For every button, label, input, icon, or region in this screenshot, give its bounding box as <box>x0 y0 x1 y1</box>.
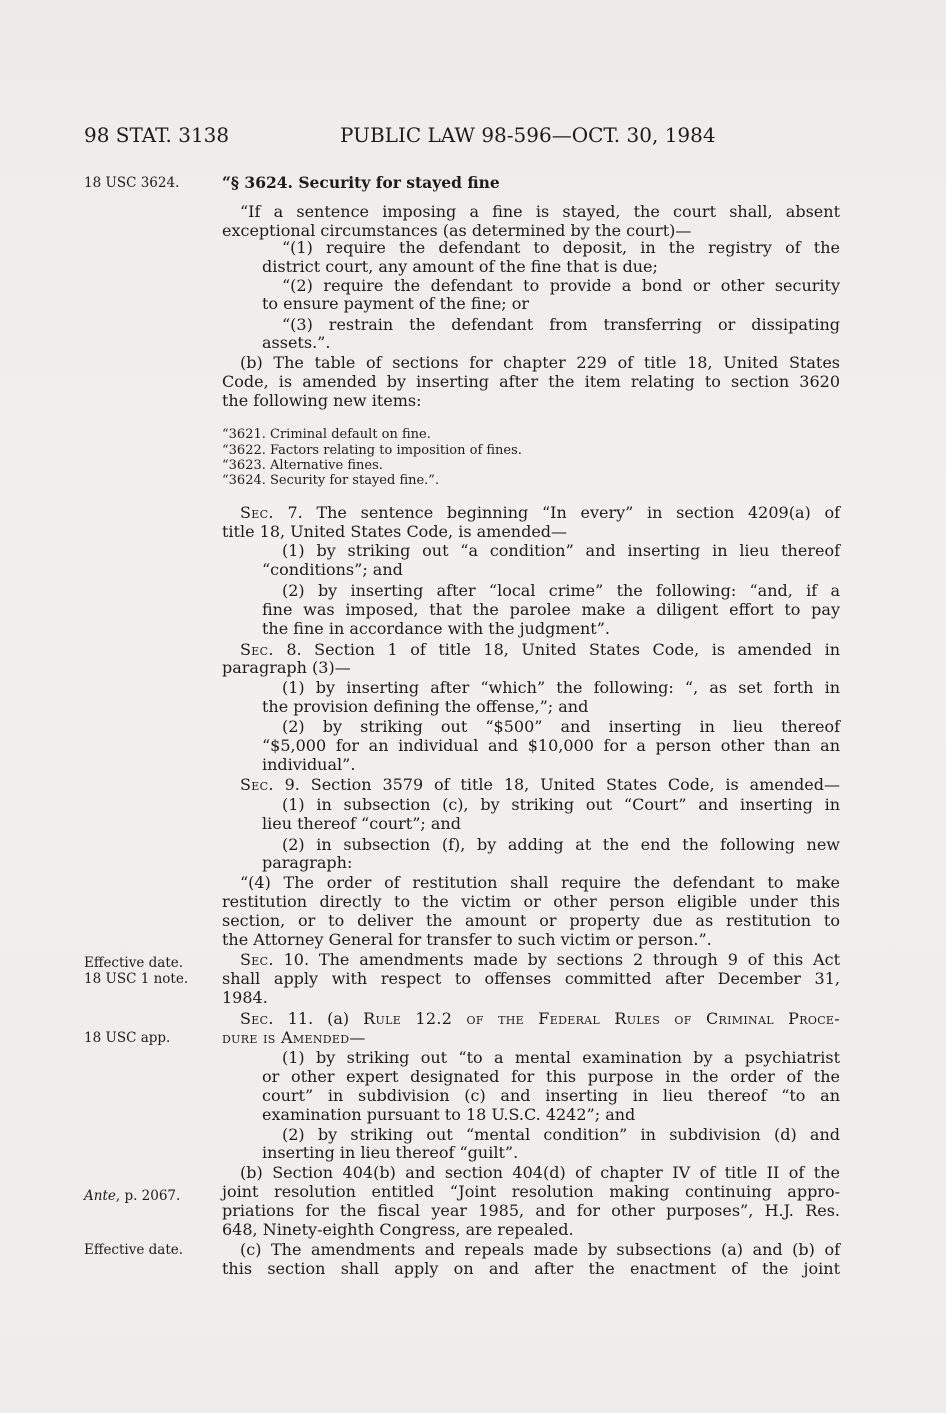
body-line: the provision defining the offense,”; and <box>262 697 589 716</box>
body-line: assets.”. <box>262 333 331 352</box>
rule-heading-small-caps: Rule 12.2 of the Federal Rules of Criminal Proce- <box>363 1009 841 1028</box>
margin-note <box>84 1187 180 1205</box>
body-line: “(4) The order of restitution shall require the defendant to make <box>240 873 840 892</box>
body-line: or other expert designated for this purpose in the order of the <box>262 1067 840 1086</box>
body-line: “(2) require the defendant to provide a bond or other security <box>282 276 840 295</box>
section-label: Sec. <box>240 503 274 522</box>
body-line: (b) The table of sections for chapter 229 of title 18, United States <box>240 353 840 372</box>
margin-note: 18 USC app. <box>84 1030 171 1046</box>
body-line <box>240 640 840 660</box>
body-line-text: 10. The amendments made by sections 2 through 9 of this Act <box>273 950 840 969</box>
body-line: paragraph (3)— <box>222 658 351 677</box>
body-line: court” in subdivision (c) and inserting in lieu thereof “to an <box>262 1086 840 1105</box>
body-line: district court, any amount of the fine that is due; <box>262 257 658 276</box>
body-line: paragraph: <box>262 853 353 872</box>
body-line-text: 11. (a) <box>273 1009 364 1028</box>
section-heading: “§ 3624. Security for stayed fine <box>222 173 500 192</box>
section-label: Sec. <box>240 950 274 969</box>
body-line: priations for the fiscal year 1985, and for other purposes”, H.J. Res. <box>222 1201 840 1220</box>
body-line: Code, is amended by inserting after the item relating to section 3620 <box>222 372 840 391</box>
body-line: “(3) restrain the defendant from transferring or dissipating <box>282 315 840 334</box>
body-line: fine was imposed, that the parolee make a diligent effort to pay <box>262 600 840 619</box>
body-line: “$5,000 for an individual and $10,000 for a person other than an <box>262 736 840 755</box>
body-line: section, or to deliver the amount or property due as restitution to <box>222 911 840 930</box>
body-line: restitution directly to the victim or other person eligible under this <box>222 892 840 911</box>
body-line: 1984. <box>222 988 268 1007</box>
margin-note: Effective date. <box>84 955 184 971</box>
body-line: individual”. <box>262 755 356 774</box>
body-line: inserting in lieu thereof “guilt”. <box>262 1143 519 1162</box>
body-line: (2) in subsection (f), by adding at the end the following new <box>282 835 840 854</box>
table-of-sections-item: “3623. Alternative fines. <box>222 458 383 473</box>
body-line <box>240 950 840 970</box>
body-line: the Attorney General for transfer to such victim or person.”. <box>222 930 712 949</box>
body-line <box>222 1028 840 1048</box>
margin-note: 18 USC 1 note. <box>84 971 189 987</box>
body-line <box>240 775 840 795</box>
body-line: (b) Section 404(b) and section 404(d) of chapter IV of title II of the <box>240 1163 840 1182</box>
margin-note: 18 USC 3624. <box>84 175 180 191</box>
body-line: (1) in subsection (c), by striking out “Court” and inserting in <box>282 795 840 814</box>
body-line: this section shall apply on and after the enactment of the joint <box>222 1259 840 1278</box>
body-line: “conditions”; and <box>262 560 403 579</box>
body-line: (2) by inserting after “local crime” the following: “and, if a <box>282 581 840 600</box>
body-line: joint resolution entitled “Joint resolution making continuing appro- <box>222 1182 840 1201</box>
page-header-citation: 98 STAT. 3138 <box>84 123 230 147</box>
body-line-text: 8. Section 1 of title 18, United States Code, is amended in <box>273 640 840 659</box>
body-line: (2) by striking out “mental condition” in subdivision (d) and <box>282 1125 840 1144</box>
body-line: title 18, United States Code, is amended— <box>222 522 568 541</box>
body-line-text: 7. The sentence beginning “In every” in section 4209(a) of <box>273 503 840 522</box>
margin-note-italic: Ante <box>84 1188 116 1204</box>
margin-note-text: , p. 2067. <box>115 1188 181 1204</box>
body-line: “If a sentence imposing a fine is stayed, the court shall, absent <box>240 202 840 221</box>
body-line: (1) by striking out “to a mental examination by a psychiatrist <box>282 1048 840 1067</box>
section-label: Sec. <box>240 1009 274 1028</box>
page-header-title: PUBLIC LAW 98-596—OCT. 30, 1984 <box>340 123 716 147</box>
margin-note: Effective date. <box>84 1242 184 1258</box>
body-line-text: — <box>349 1028 366 1047</box>
rule-heading-small-caps: dure is Amended <box>222 1028 350 1047</box>
body-line: (c) The amendments and repeals made by subsections (a) and (b) of <box>240 1240 840 1259</box>
body-line: to ensure payment of the fine; or <box>262 294 530 313</box>
body-line: “(1) require the defendant to deposit, in the registry of the <box>282 238 840 257</box>
body-line: (1) by inserting after “which” the following: “, as set forth in <box>282 678 840 697</box>
body-line: 648, Ninety-eighth Congress, are repealed. <box>222 1220 574 1239</box>
body-line <box>240 503 840 523</box>
body-line: shall apply with respect to offenses committed after December 31, <box>222 969 840 988</box>
section-label: Sec. <box>240 640 274 659</box>
section-label: Sec. <box>240 775 274 794</box>
table-of-sections-item: “3622. Factors relating to imposition of fines. <box>222 443 522 458</box>
body-line: (1) by striking out “a condition” and inserting in lieu thereof <box>282 541 840 560</box>
body-line <box>240 1009 840 1029</box>
table-of-sections-item: “3624. Security for stayed fine.”. <box>222 473 440 488</box>
body-line: exceptional circumstances (as determined by the court)— <box>222 221 692 240</box>
body-line-text: 9. Section 3579 of title 18, United States Code, is amended— <box>273 775 840 794</box>
table-of-sections-item: “3621. Criminal default on fine. <box>222 427 431 442</box>
body-line: (2) by striking out “$500” and inserting in lieu thereof <box>282 717 840 736</box>
body-line: the fine in accordance with the judgment”. <box>262 619 610 638</box>
body-line: lieu thereof “court”; and <box>262 814 461 833</box>
body-line: examination pursuant to 18 U.S.C. 4242”; and <box>262 1105 636 1124</box>
body-line: the following new items: <box>222 391 422 410</box>
